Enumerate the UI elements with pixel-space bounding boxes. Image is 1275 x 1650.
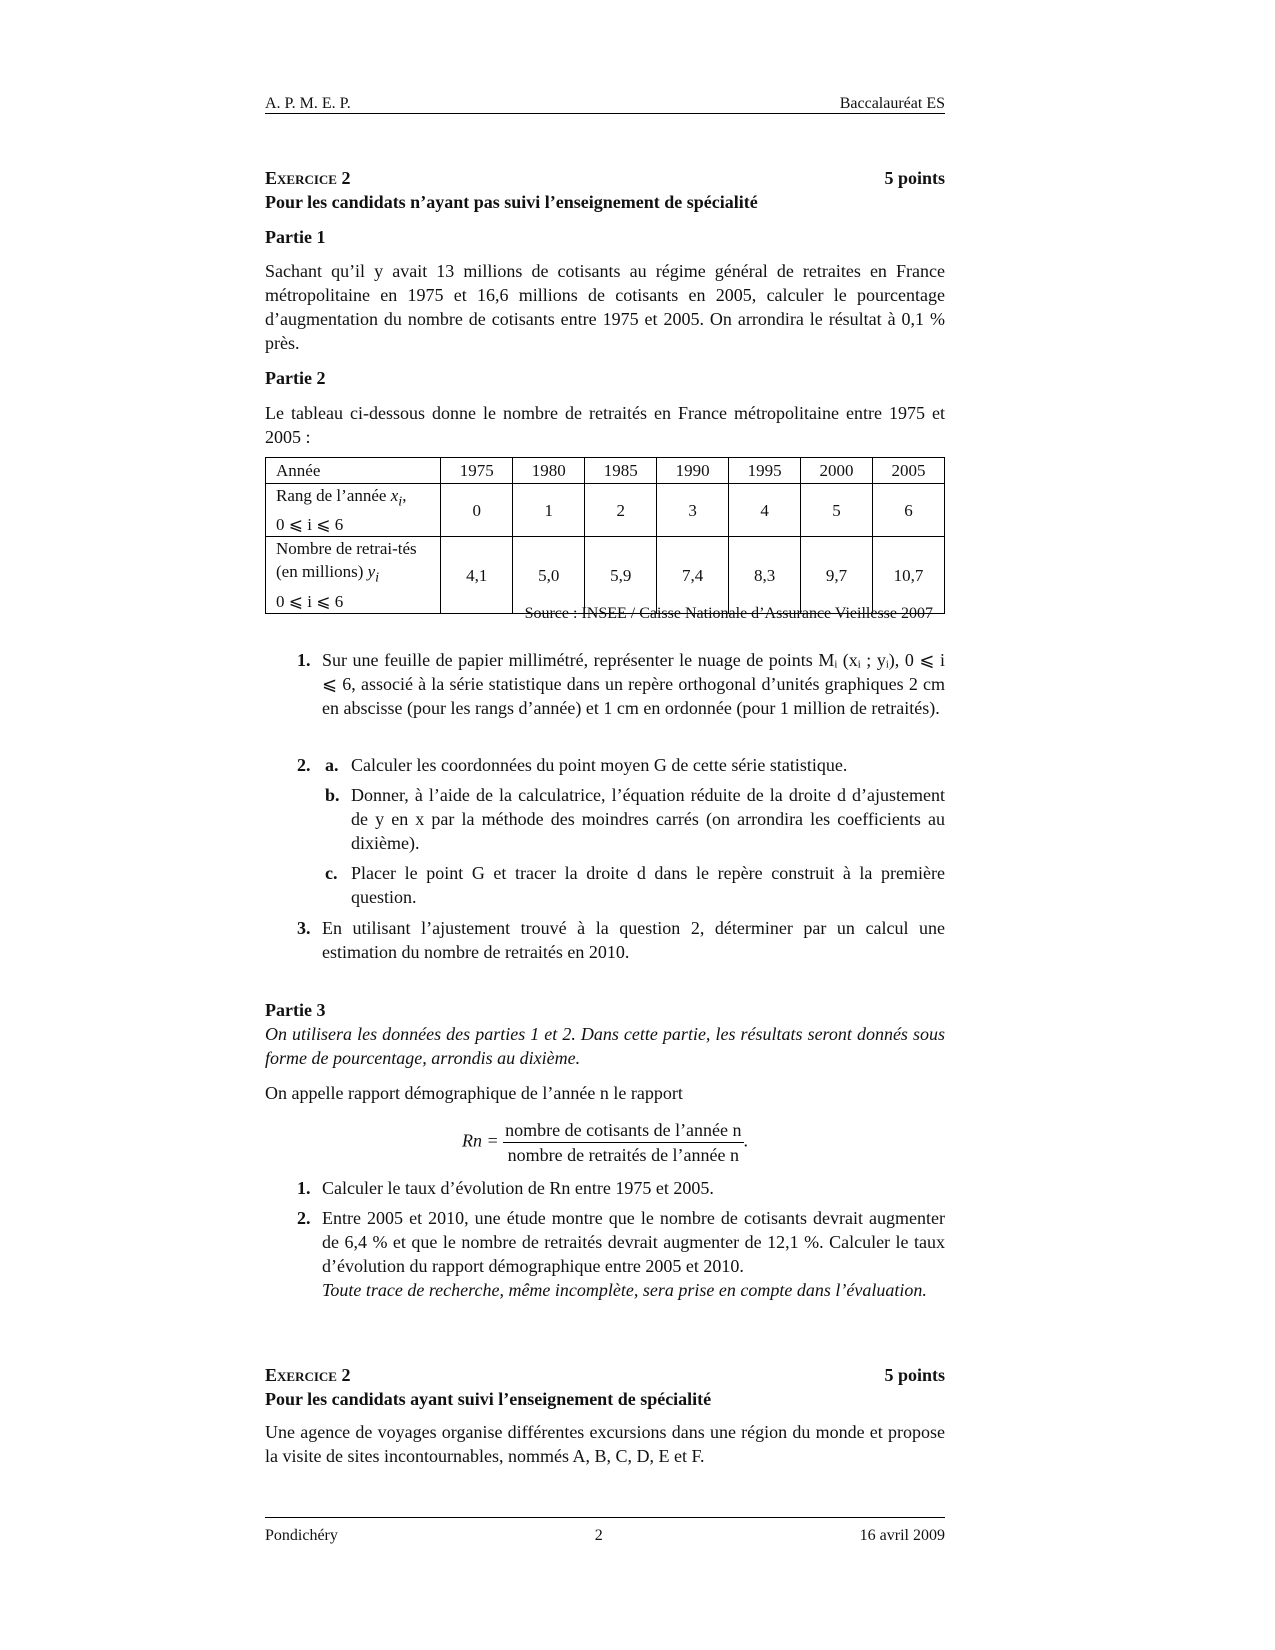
- cell: 5,9: [585, 537, 657, 613]
- question-2: [265, 753, 945, 777]
- footer-rule: [265, 1517, 945, 1518]
- var: y: [367, 562, 376, 582]
- text: En utilisant l’ajustement trouvé à la question 2, déterminer par un calcul une estimation du nombre de retraités en 2010.: [322, 918, 945, 962]
- sub: i: [375, 569, 380, 586]
- text: Sur une feuille de papier millimétré, représenter le nuage de points Mᵢ (xᵢ ; yᵢ), 0 ⩽ i ⩽ 6, associé à la série statistique dans un repère orthogonal d’unités graphiques 2 cm en abscisse (pour les rangs d’année) et 1 cm en ordonnée (pour 1 million de retraités).: [322, 650, 945, 718]
- letter: a.: [325, 755, 339, 775]
- page-number: 2: [594, 1527, 603, 1544]
- cell: 2000: [801, 458, 873, 484]
- header-right: Baccalauréat ES: [839, 95, 945, 112]
- cell: 1975: [441, 458, 513, 484]
- table-source: Source : INSEE / Caisse Nationale d’Assurance Vieillesse 2007: [524, 605, 933, 622]
- footer-date: 16 avril 2009: [859, 1527, 945, 1544]
- question-1: [265, 648, 945, 720]
- number: 2.: [297, 755, 311, 775]
- question-2b: [265, 783, 945, 855]
- sub: i: [398, 493, 403, 510]
- text: Donner, à l’aide de la calculatrice, l’équation réduite de la droite d d’ajustement de y en x par la méthode des moindres carrés (on arrondira les coefficients au dixième).: [351, 785, 945, 853]
- row-label: Rang de l’année $x_i$, 0 ⩽ i ⩽ 6: [266, 484, 441, 537]
- partie-1-text: Sachant qu’il y avait 13 millions de cotisants au régime général de retraites en France métropolitaine en 1975 et 16,6 millions de cotisants en 2005, calculer le pourcentage d’augmentation du nombre de cotisants entre 1975 et 2005. On arrondira le résultat à 0,1 % près.: [265, 261, 945, 353]
- cell: 9,7: [801, 537, 873, 613]
- label-text: Rang de l’année: [276, 486, 387, 505]
- row-label: Année: [266, 458, 441, 484]
- header-rule: [265, 113, 945, 114]
- partie-2-text: Le tableau ci-dessous donne le nombre de retraités en France métropolitaine entre 1975 et 2005 :: [265, 403, 945, 447]
- exercise-2-heading: [265, 1363, 945, 1411]
- cell: 4: [729, 484, 801, 537]
- var: x: [390, 486, 399, 505]
- cell: 5,0: [513, 537, 585, 613]
- cond: 0 ⩽ i ⩽ 6: [276, 591, 344, 611]
- fraction: [503, 1118, 743, 1167]
- exercise-1-heading: [265, 166, 945, 214]
- cell: 4,1: [441, 537, 513, 613]
- cell: 1980: [513, 458, 585, 484]
- cell: 6: [873, 484, 945, 537]
- cell: 1: [513, 484, 585, 537]
- p3-question-2: [265, 1206, 945, 1302]
- table-row-year: [266, 458, 945, 484]
- data-table: [265, 457, 945, 614]
- exercise-title: Exercice 2: [265, 1365, 351, 1385]
- exercise-subtitle: Pour les candidats ayant suivi l’enseignement de spécialité: [265, 1389, 712, 1409]
- label-text: Nombre de retrai-tés (en millions): [276, 539, 417, 582]
- text: Placer le point G et tracer la droite d dans le repère construit à la première question.: [351, 863, 945, 907]
- formula-lhs: Rn =: [461, 1130, 499, 1151]
- partie-3-intro: On utilisera les données des parties 1 et 2. Dans cette partie, les résultats seront donnés sous forme de pourcentage, arrondis au dixième.: [265, 1024, 945, 1068]
- exercise-points: 5 points: [884, 168, 945, 188]
- text: Calculer le taux d’évolution de Rn entre 1975 et 2005.: [322, 1178, 714, 1198]
- text: Entre 2005 et 2010, une étude montre que le nombre de cotisants devrait augmenter de 6,4 % et que le nombre de retraités devrait augmenter de 12,1 %. Calculer le taux d’évolution du rapport démographique entre 2005 et 2010.: [322, 1208, 945, 1276]
- cell: 7,4: [657, 537, 729, 613]
- cell: 10,7: [873, 537, 945, 613]
- question-2c: [265, 861, 945, 909]
- partie-3-title: Partie 3: [265, 1000, 326, 1020]
- cell: 5: [801, 484, 873, 537]
- cond: 0 ⩽ i ⩽ 6: [276, 515, 344, 535]
- partie-3-text: On appelle rapport démographique de l’année n le rapport: [265, 1083, 683, 1103]
- number: 1.: [297, 1178, 311, 1198]
- header-left: A. P. M. E. P.: [265, 95, 351, 112]
- cell: 2: [585, 484, 657, 537]
- numerator: nombre de cotisants de l’année n: [503, 1118, 743, 1143]
- p3-question-1: [265, 1176, 945, 1200]
- cell: 2005: [873, 458, 945, 484]
- exercise-title: Exercice 2: [265, 168, 351, 188]
- number: 3.: [297, 918, 311, 938]
- table-row-rank: [266, 484, 945, 537]
- cell: 1990: [657, 458, 729, 484]
- exercise-2-text: Une agence de voyages organise différentes excursions dans une région du monde et propose la visite de sites incontournables, nommés A, B, C, D, E et F.: [265, 1422, 945, 1466]
- question-3: [265, 916, 945, 964]
- text: Calculer les coordonnées du point moyen G de cette série statistique.: [351, 755, 848, 775]
- page-footer: [265, 1524, 945, 1548]
- cell: 0: [441, 484, 513, 537]
- exercise-points: 5 points: [884, 1365, 945, 1385]
- letter: c.: [325, 863, 338, 883]
- formula: Rn = $\frac{\text{nombre de cotisants de l’année n}}{\text{nombre de retraités de l’année n}}$ .: [461, 1120, 749, 1165]
- partie-1-title: Partie 1: [265, 227, 326, 247]
- exercise-subtitle: Pour les candidats n’ayant pas suivi l’enseignement de spécialité: [265, 192, 758, 212]
- denominator: nombre de retraités de l’année n: [507, 1145, 740, 1165]
- cell: 1995: [729, 458, 801, 484]
- letter: b.: [325, 785, 340, 805]
- cell: 3: [657, 484, 729, 537]
- footer-left: Pondichéry: [265, 1527, 338, 1544]
- partie-2-title: Partie 2: [265, 368, 326, 388]
- number: 1.: [297, 650, 311, 670]
- cell: 1985: [585, 458, 657, 484]
- cell: 8,3: [729, 537, 801, 613]
- number: 2.: [297, 1208, 311, 1228]
- note: Toute trace de recherche, même incomplète, sera prise en compte dans l’évaluation.: [322, 1280, 927, 1300]
